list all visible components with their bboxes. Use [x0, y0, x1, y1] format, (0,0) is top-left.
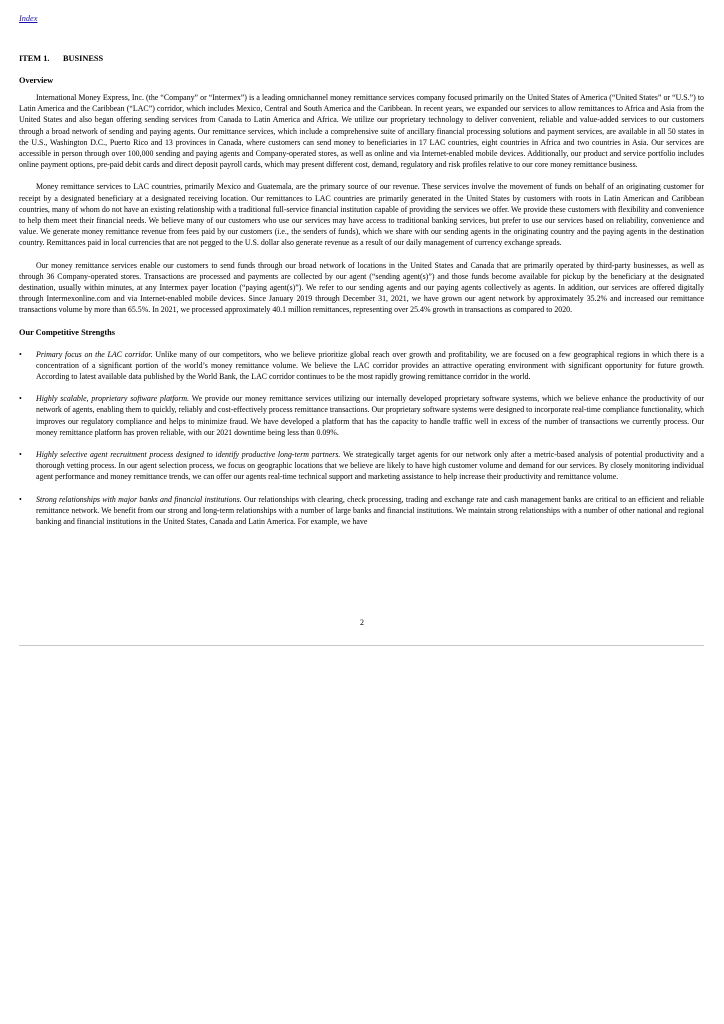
strength-text: Our relationships with clearing, check processing, trading and exchange rate and cash management banks are critical to an efficient and reliable remittance network. We benefit from our strong and long-term relationships with a number of large banks and financial institutions. We maintain strong relationships with a number of other national and regional banking and financial institutions in the United States, Canada and Latin America. For example, we have — [36, 494, 704, 527]
bullet-icon: • — [19, 450, 22, 460]
strength-lead: Highly scalable, proprietary software platform. — [36, 394, 190, 404]
list-item — [19, 494, 704, 528]
strengths-list — [19, 349, 704, 528]
overview-heading: Overview — [19, 76, 54, 85]
bullet-icon: • — [19, 394, 22, 404]
overview-paragraph-1: International Money Express, Inc. (the “Company” or “Intermex”) is a leading omnichannel money remittance services company focused primarily on the United States of America (“United States” or “U.S.”) to Latin America and the Caribbean (“LAC”) corridor, which includes Mexico, Central and South America and the Caribbean. In recent years, we expanded our services to allow remittances to Africa and Asia from the United States and also began offering sending services from Canada to Latin America and Africa. We utilize our proprietary technology to deliver convenient, reliable and value-added services to our customers through a broad network of sending and paying agents. Our remittance services, which include a comprehensive suite of ancillary financial processing solutions and payment services, are available in all 50 states in the U.S., Washington D.C., Puerto Rico and 13 provinces in Canada, where customers can send money to beneficiaries in 17 LAC countries, eight countries in Africa and two countries in Asia. Our services are accessible in person through over 100,000 sending and paying agents and Company-operated stores, as well as online and via Internet-enabled mobile devices. Additionally, our product and service portfolio includes online payment options, pre-paid debit cards and direct deposit payroll cards, which may present different cost, demand, regulatory and risk profiles relative to our core money remittance business. — [19, 93, 704, 170]
overview-paragraph-3: Our money remittance services enable our customers to send funds through our broad network of locations in the United States and Canada that are primarily operated by third-party businesses, as well as through 36 Company-operated stores. Transactions are processed and payments are collected by our agent (“sending agent(s)”) and those funds become available for pickup by the beneficiary at the designated destination, usually within minutes, at any Intermex payer location (“paying agent(s)”). We refer to our sending agents and our paying agents collectively as agents. In addition, our services are offered digitally through Intermexonline.com and via Internet-enabled mobile devices. Since January 2019 through December 31, 2021, we have grown our agent network by approximately 35.2% and increased our remittance transactions volume by more than 65.5%. In 2021, we processed approximately 40.1 million remittances, representing over 25.4% growth in transactions as compared to 2020. — [19, 260, 704, 315]
item-title: BUSINESS — [63, 54, 104, 63]
page-divider — [19, 645, 704, 646]
strength-lead: Primary focus on the LAC corridor. — [36, 349, 153, 359]
page-number: 2 — [360, 618, 364, 627]
strength-lead: Strong relationships with major banks and financial institutions. — [36, 494, 242, 504]
bullet-icon: • — [19, 494, 22, 504]
list-item — [19, 449, 704, 483]
bullet-icon: • — [19, 349, 22, 359]
list-item — [19, 349, 704, 383]
strengths-heading: Our Competitive Strengths — [19, 327, 116, 337]
strength-text: Unlike many of our competitors, who we believe prioritize global reach over growth and profitability, we are focused on a few geographical regions in which there is a concentration of a significant portion of the world’s money remittance volume. We believe the LAC corridor provides an attractive operating environment with significant opportunity for future growth. According to latest available data published by the World Bank, the LAC corridor continues to be the most rapidly growing remittance corridor in the world. — [36, 349, 704, 382]
item-number: ITEM 1. — [19, 54, 50, 63]
overview-paragraph-2: Money remittance services to LAC countries, primarily Mexico and Guatemala, are the primary source of our revenue. These services involve the movement of funds on behalf of an originating customer for receipt by a designated beneficiary at a designated receiving location. Our remittances to LAC countries are primarily generated in the United States by customers with roots in Latin American and Caribbean countries, many of whom do not have an existing relationship with a traditional full-service financial institution capable of providing the services we offer. We provide these customers with flexibility and convenience to help them meet their financial needs. We believe many of our customers who use our services may have access to traditional banking services, but prefer to use our services based on reliability, convenience and value. We generate money remittance revenue from fees paid by our customers (i.e., the senders of funds), which we share with our sending agents in the originating country and the paying agents in the destination country. Remittances paid in local currencies that are not pegged to the U.S. dollar also generate revenue as a result of our daily management of currency exchange spreads. — [19, 182, 704, 248]
item-heading — [19, 53, 704, 64]
document-page — [19, 8, 704, 538]
strength-text: We strategically target agents for our network only after a metric-based analysis of potential productivity and a thorough vetting process. In our agent selection process, we focus on geographic locations that we believe are likely to have high customer volume and demand for our services. By closely monitoring individual agent performance and money remittance trends, we can offer our agents real-time technical support and marketing assistance to help increase their productivity and remittance volume. — [36, 450, 704, 482]
strength-lead: Highly selective agent recruitment process designed to identify productive long-term partners. — [36, 450, 341, 460]
index-link[interactable]: Index — [19, 14, 38, 23]
list-item — [19, 393, 704, 438]
strength-text: We provide our money remittance services utilizing our internally developed proprietary software systems, which we believe enhance the productivity of our network of agents, enabling them to quickly, reliably and cost-effectively process remittance transactions. Our proprietary software systems were designed to incorporate real-time compliance functionality, which improves our regulatory compliance and helps to minimize fraud. We have developed a platform that has the capacity to handle traffic well in excess of the number of transactions we currently process. Our money remittance platform has proven reliable, with our 2021 downtime being less than 0.09%. — [36, 394, 704, 437]
